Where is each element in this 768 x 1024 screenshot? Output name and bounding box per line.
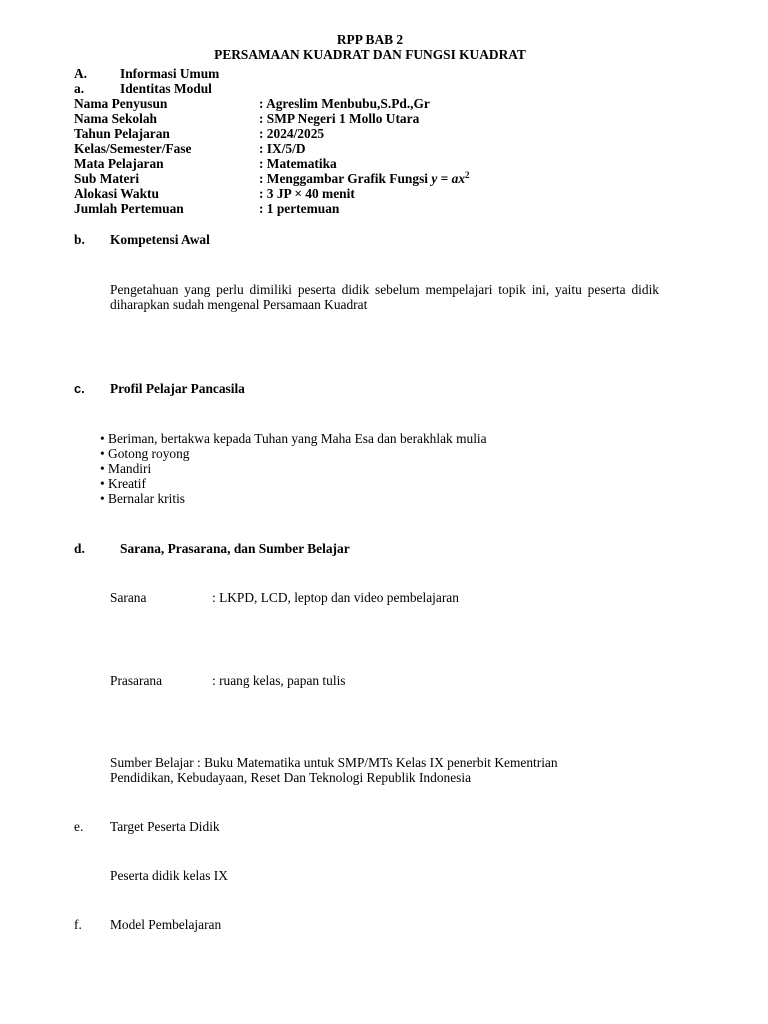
sumber-belajar-line1: Sumber Belajar : Buku Matematika untuk SMP/MTs Kelas IX penerbit Kementrian	[110, 755, 558, 770]
field-value-mata-pelajaran: : Matematika	[259, 156, 337, 171]
sarana-label: Sarana	[110, 590, 147, 605]
section-a-heading: Informasi Umum	[120, 66, 220, 81]
formula-ax: ax	[451, 171, 466, 186]
sumber-belajar-line2: Pendidikan, Kebudayaan, Reset Dan Teknologi Republik Indonesia	[110, 770, 472, 785]
field-value-nama-penyusun: : Agreslim Menbubu,S.Pd.,Gr	[259, 96, 430, 111]
field-label-mata-pelajaran: Mata Pelajaran	[74, 156, 164, 171]
field-value-tahun-pelajaran: : 2024/2025	[259, 126, 325, 141]
sarana-prasarana-heading: Sarana, Prasarana, dan Sumber Belajar	[120, 541, 350, 556]
section-a-sub-letter: a.	[74, 81, 85, 96]
document-subtitle: PERSAMAAN KUADRAT DAN FUNGSI KUADRAT	[214, 47, 526, 62]
target-peserta-heading: Target Peserta Didik	[110, 819, 220, 834]
section-a-letter: A.	[74, 66, 88, 81]
model-pembelajaran-heading: Model Pembelajaran	[110, 917, 222, 932]
field-label-tahun-pelajaran: Tahun Pelajaran	[74, 126, 170, 141]
list-item: • Kreatif	[100, 476, 146, 491]
field-label-nama-sekolah: Nama Sekolah	[74, 111, 157, 126]
sarana-value: : LKPD, LCD, leptop dan video pembelajaran	[212, 590, 459, 605]
section-f-letter: f.	[74, 917, 82, 932]
section-d-letter: d.	[74, 541, 85, 556]
list-item: • Bernalar kritis	[100, 491, 186, 506]
field-label-alokasi-waktu: Alokasi Waktu	[74, 186, 159, 201]
identitas-modul-heading: Identitas Modul	[120, 81, 212, 96]
field-label-kelas-semester-fase: Kelas/Semester/Fase	[74, 141, 192, 156]
section-e-letter: e.	[74, 819, 84, 834]
profil-pelajar-heading: Profil Pelajar Pancasila	[110, 381, 245, 396]
profil-pelajar-list	[100, 431, 487, 506]
prasarana-value: : ruang kelas, papan tulis	[212, 673, 346, 688]
field-value-alokasi-waktu: : 3 JP × 40 menit	[259, 186, 355, 201]
field-label-jumlah-pertemuan: Jumlah Pertemuan	[74, 201, 184, 216]
field-value-jumlah-pertemuan: : 1 pertemuan	[259, 201, 340, 216]
section-c-letter: c.	[74, 381, 85, 396]
field-label-nama-penyusun: Nama Penyusun	[74, 96, 168, 111]
field-value-sub-materi	[259, 171, 470, 186]
target-peserta-body: Peserta didik kelas IX	[110, 868, 228, 883]
document-title: RPP BAB 2	[336, 32, 404, 47]
list-item: • Beriman, bertakwa kepada Tuhan yang Maha Esa dan berakhlak mulia	[100, 431, 487, 446]
formula-exponent: 2	[465, 170, 470, 180]
kompetensi-awal-paragraph: Pengetahuan yang perlu dimiliki peserta didik sebelum mempelajari topik ini, yaitu peserta didik diharapkan sudah mengenal Persamaan Kuadrat	[110, 282, 659, 312]
prasarana-label: Prasarana	[110, 673, 163, 688]
section-b-letter: b.	[74, 232, 85, 247]
list-item: • Gotong royong	[100, 446, 190, 461]
field-value-kelas-semester-fase: : IX/5/D	[259, 141, 306, 156]
kompetensi-awal-heading: Kompetensi Awal	[110, 232, 210, 247]
field-label-sub-materi: Sub Materi	[74, 171, 140, 186]
formula-y: y	[431, 171, 438, 186]
field-value-nama-sekolah: : SMP Negeri 1 Mollo Utara	[259, 111, 420, 126]
sub-materi-text: : Menggambar Grafik Fungsi	[259, 171, 432, 186]
list-item: • Mandiri	[100, 461, 152, 476]
formula-equals: =	[437, 171, 452, 186]
